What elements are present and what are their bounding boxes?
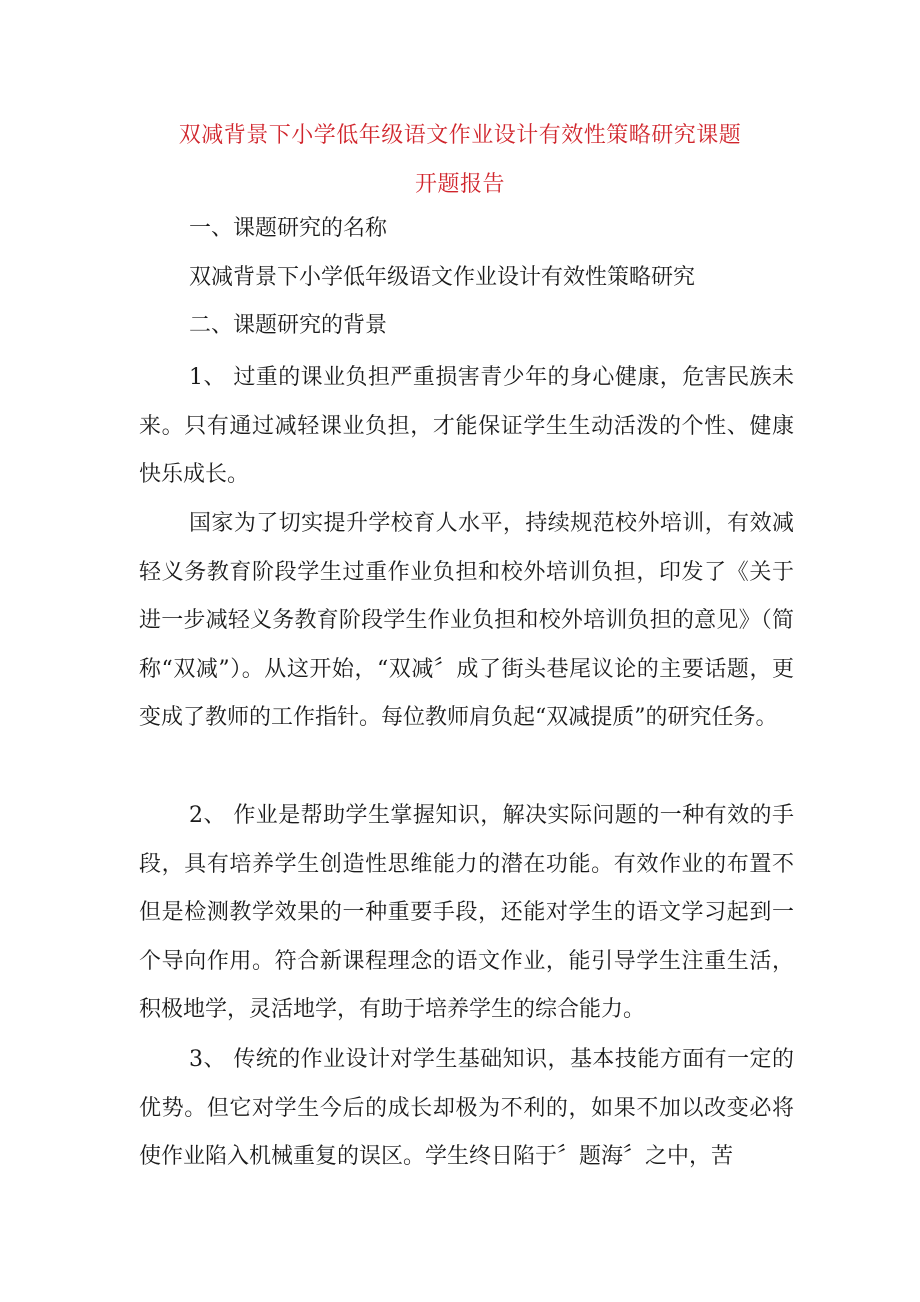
document-subtitle: 开题报告	[414, 172, 505, 197]
paragraph-2: 国家为了切实提升学校育人水平，持续规范校外培训，有效减轻义务教育阶段学生过重作业负担和校外培训负担，印发了《关于进一步减轻义务教育阶段学生作业负担和校外培训负担的意见》（简称“双减”）。从这开始，“双减〞成了街头巷尾议论的主要话题，更变成了教师的工作指针。每位教师肩负起“双减提质”的研究任务。	[139, 511, 794, 731]
document-title: 双减背景下小学低年级语文作业设计有效性策略研究课题	[178, 123, 742, 148]
paragraph-1: 1、 过重的课业负担严重损害青少年的身心健康，危害民族未来。只有通过减轻课业负担，才能保证学生生动活泼的个性、健康快乐成长。	[139, 365, 794, 488]
paragraph-4: 3、 传统的作业设计对学生基础知识，基本技能方面有一定的优势。但它对学生今后的成长却极为不利的，如果不加以改变必将使作业陷入机械重复的误区。学生终日陷于〞题海〞之中，苦	[139, 1047, 794, 1170]
section-heading-background: 二、课题研究的背景	[189, 313, 388, 338]
research-title-text: 双减背景下小学低年级语文作业设计有效性策略研究	[189, 265, 696, 290]
paragraph-3: 2、 作业是帮助学生掌握知识，解决实际问题的一种有效的手段，具有培养学生创造性思维能力的潜在功能。有效作业的布置不但是检测教学效果的一种重要手段，还能对学生的语文学习起到一个导向作用。符合新课程理念的语文作业，能引导学生注重生活，积极地学，灵活地学，有助于培养学生的综合能力。	[139, 803, 794, 1023]
section-heading-name: 一、课题研究的名称	[189, 216, 388, 241]
